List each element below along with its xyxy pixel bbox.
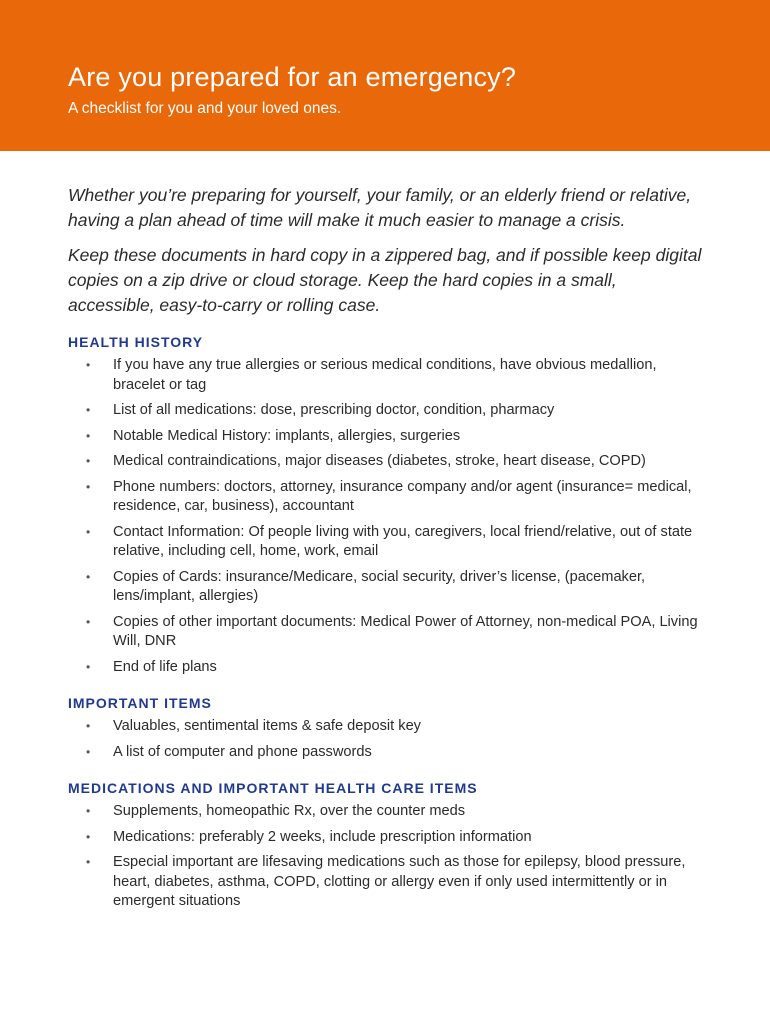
bullet-icon: • [86, 358, 91, 372]
section-heading-medications: MEDICATIONS AND IMPORTANT HEALTH CARE ITEMS [68, 780, 478, 796]
list-item-text: Copies of Cards: insurance/Medicare, social security, driver’s license, (pacemaker, lens/implant, allergies) [113, 568, 646, 604]
page-title: Are you prepared for an emergency? [68, 62, 517, 92]
list-item [68, 568, 708, 607]
list-item-text: Copies of other important documents: Medical Power of Attorney, non-medical POA, Living Will, DNR [113, 613, 698, 649]
list-item-text: Contact Information: Of people living with you, caregivers, local friend/relative, out of state relative, including cell, home, work, email [113, 523, 693, 559]
bullet-icon: • [86, 569, 91, 584]
list-item [68, 743, 708, 763]
important-items-list [68, 717, 708, 762]
list-item-text: Phone numbers: doctors, attorney, insurance company and/or agent (insurance= medical, residence, car, business), accountant [113, 478, 692, 514]
bullet-icon: • [86, 479, 91, 494]
list-item-text: End of life plans [113, 658, 217, 675]
bullet-icon: • [86, 524, 91, 539]
header-banner [0, 0, 770, 151]
intro-paragraph: Keep these documents in hard copy in a zippered bag, and if possible keep digital copies on a zip drive or cloud storage. Keep the hard copies in a small, accessible, easy-to-carry or rolling case. [68, 245, 702, 315]
document-body [68, 183, 708, 930]
list-item [68, 717, 708, 737]
list-item-text: A list of computer and phone passwords [113, 743, 372, 760]
list-item [68, 452, 708, 472]
list-item [68, 613, 708, 652]
bullet-icon: • [86, 829, 91, 844]
section-heading-important-items: IMPORTANT ITEMS [68, 695, 212, 711]
bullet-icon: • [86, 428, 91, 443]
list-item [68, 356, 708, 395]
list-item [68, 401, 708, 421]
list-item [68, 427, 708, 447]
medications-list [68, 802, 708, 912]
list-item-text: Notable Medical History: implants, allergies, surgeries [113, 427, 461, 444]
list-item [68, 853, 708, 912]
list-item-text: Medications: preferably 2 weeks, include prescription information [113, 828, 532, 845]
list-item-text: Especial important are lifesaving medications such as those for epilepsy, blood pressure, heart, diabetes, asthma, COPD, clotting or allergy even if only used intermittently or in emergent situations [113, 854, 686, 909]
bullet-icon: • [86, 403, 91, 417]
list-item-text: If you have any true allergies or serious medical conditions, have obvious medallion, bracelet or tag [113, 357, 657, 393]
list-item [68, 658, 708, 678]
bullet-icon: • [86, 659, 91, 674]
list-item [68, 802, 708, 822]
list-item-text: Medical contraindications, major diseases (diabetes, stroke, heart disease, COPD) [113, 453, 646, 469]
bullet-icon: • [86, 719, 91, 733]
bullet-icon: • [86, 804, 91, 818]
page-subtitle: A checklist for you and your loved ones. [68, 100, 342, 117]
bullet-icon: • [86, 454, 91, 468]
list-item [68, 828, 708, 848]
list-item-text: Supplements, homeopathic Rx, over the counter meds [113, 803, 466, 819]
list-item [68, 523, 708, 562]
health-history-list [68, 356, 708, 677]
section-heading-health-history: HEALTH HISTORY [68, 334, 204, 350]
bullet-icon: • [86, 744, 91, 759]
list-item-text: List of all medications: dose, prescribing doctor, condition, pharmacy [113, 402, 555, 418]
intro-paragraph: Whether you’re preparing for yourself, your family, or an elderly friend or relative, having a plan ahead of time will make it much easier to manage a crisis. [68, 185, 692, 230]
list-item [68, 478, 708, 517]
list-item-text: Valuables, sentimental items & safe deposit key [113, 718, 421, 734]
bullet-icon: • [86, 614, 91, 629]
bullet-icon: • [86, 855, 91, 869]
